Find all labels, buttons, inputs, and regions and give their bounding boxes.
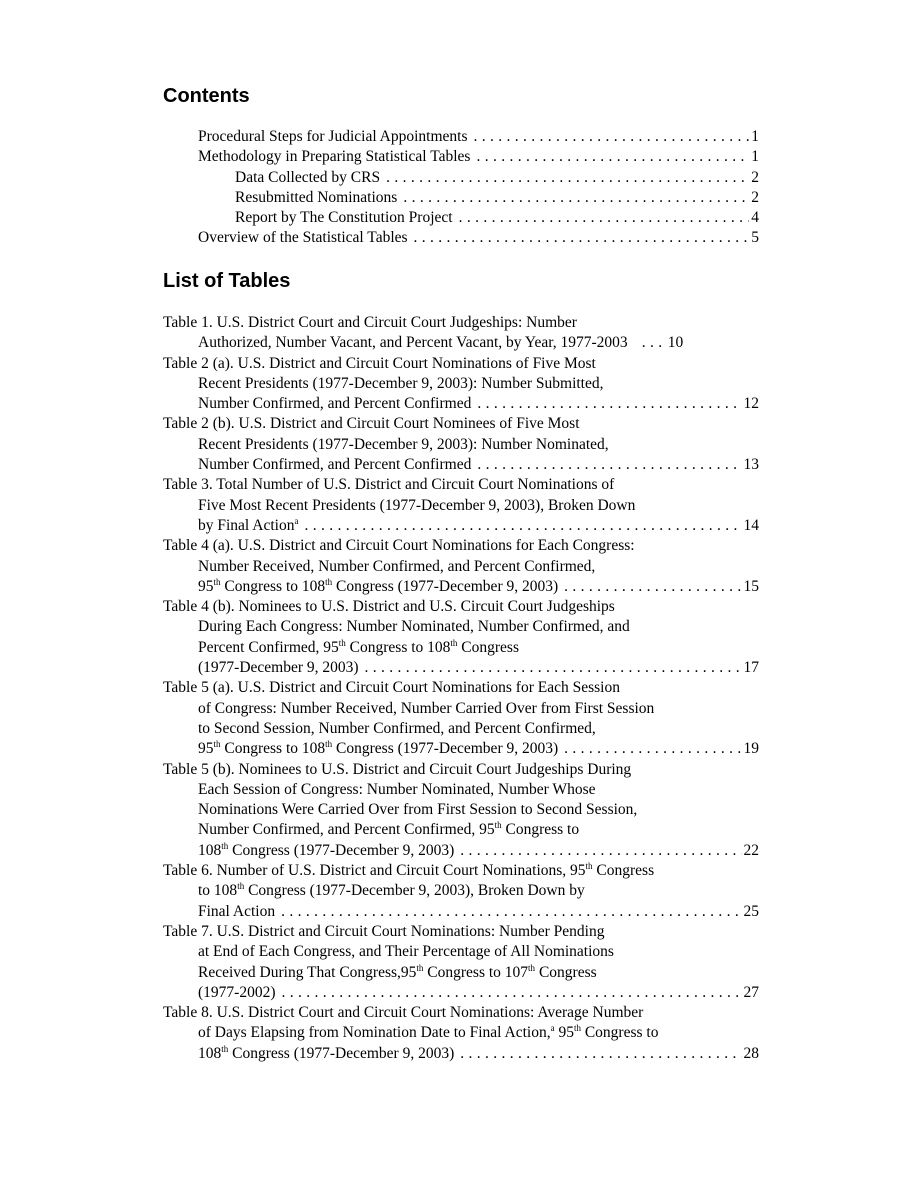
table-entry[interactable]: Table 5 (a). U.S. District and Circuit Court Nominations for Each Session of Congress: Number Received, Number Carried Over from First Session to Second Session, Number Confirmed, and Percent Confirmed, 95th Congress to 108th Congress (1977-December 9, 2003) . . . 19 [163,678,759,759]
contents-list [163,127,759,249]
toc-item[interactable]: Data Collected by CRS . . . 2 [163,168,759,188]
page-number: 15 [743,577,759,595]
page-number: 27 [743,983,759,1001]
page-number: 12 [743,395,759,413]
table-entry[interactable]: Table 7. U.S. District and Circuit Court Nominations: Number Pending at End of Each Congress, and Their Percentage of All Nominations Received During That Congress,95th Congress to 107th Congress (1977-2002) . . . 27 [163,922,759,1003]
page-number: 5 [751,229,759,247]
table-entry[interactable]: Table 8. U.S. District Court and Circuit Court Nominations: Average Number of Days Elapsing from Nomination Date to Final Action,$^a$ 95th Congress to 108th Congress (1977-December 9, 2003) . . . 28 [163,1003,759,1064]
toc-item[interactable]: Report by The Constitution Project . . . 4 [163,208,759,228]
page-number: 13 [743,456,759,474]
page-number: 1 [751,148,759,166]
table-entry[interactable]: Table 6. Number of U.S. District and Circuit Court Nominations, 95th Congress to 108th Congress (1977-December 9, 2003), Broken Down by Final Action . . . 25 [163,861,759,922]
page-number: 22 [743,841,759,859]
table-entry[interactable]: Table 5 (b). Nominees to U.S. District and Circuit Court Judgeships During Each Session of Congress: Number Nominated, Number Whose Nominations Were Carried Over from First Session to Second Session, Number Confirmed, and Percent Confirmed, 95th Congress to 108th Congress (1977-December 9, 2003) . . . 22 [163,760,759,861]
page-number: 4 [751,209,759,227]
table-entry[interactable]: Table 4 (b). Nominees to U.S. District and U.S. Circuit Court Judgeships During Each Congress: Number Nominated, Number Confirmed, and Percent Confirmed, 95th Congress to 108th Congress (1977-December 9, 2003) . . . 17 [163,597,759,678]
page-number: 2 [751,168,759,186]
toc-item[interactable]: Methodology in Preparing Statistical Tables . . . 1 [163,147,759,167]
table-entry[interactable]: Table 2 (b). U.S. District and Circuit Court Nominees of Five Most Recent Presidents (1977-December 9, 2003): Number Nominated, Number Confirmed, and Percent Confirmed . . . 13 [163,414,759,475]
page-number: 1 [751,128,759,145]
page-number: 28 [743,1044,759,1062]
page-number: 19 [743,740,759,758]
footnote-marker: a [294,515,299,526]
table-entry[interactable]: Table 2 (a). U.S. District and Circuit Court Nominations of Five Most Recent Presidents (1977-December 9, 2003): Number Submitted, Number Confirmed, and Percent Confirmed . . . 12 [163,354,759,415]
page-number: 2 [751,188,759,206]
table-entry[interactable]: Table 4 (a). U.S. District and Circuit Court Nominations for Each Congress: Number Received, Number Confirmed, and Percent Confirmed, 95th Congress to 108th Congress (1977-December 9, 2003) . . . 15 [163,536,759,597]
page-number: 10 [667,334,684,352]
page-number: 25 [743,902,759,920]
table-entry[interactable]: Table 1. U.S. District Court and Circuit Court Judgeships: Number Authorized, Number Vacant, and Percent Vacant, by Year, 1977-2003 . . . 10 [163,313,759,354]
toc-item[interactable]: Resubmitted Nominations . . . 2 [163,188,759,208]
list-of-tables-heading: List of Tables [163,270,291,292]
table-entry[interactable]: Table 3. Total Number of U.S. District and Circuit Court Nominations of Five Most Recent Presidents (1977-December 9, 2003), Broken Down by Final Action$^a$ . . . 14 [163,475,759,536]
list-of-tables [163,313,759,1064]
page-number: 14 [743,516,759,534]
toc-item[interactable]: Overview of the Statistical Tables . . . 5 [163,228,759,248]
page-number: 17 [743,659,759,677]
contents-heading: Contents [163,85,250,107]
toc-item[interactable]: Procedural Steps for Judicial Appointments . . . 1 [163,127,759,147]
